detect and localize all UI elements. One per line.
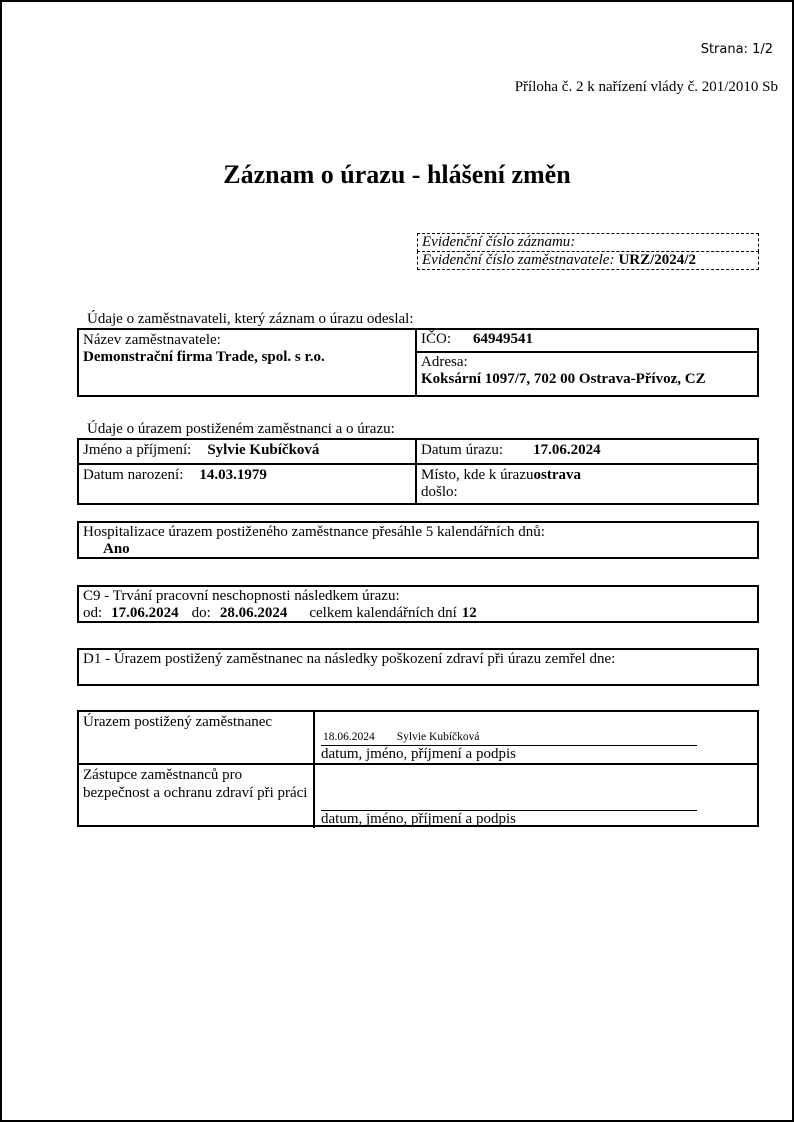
evidence-employer-label: Evidenční číslo zaměstnavatele: — [422, 252, 615, 268]
hospitalization-box — [77, 521, 759, 559]
signature-employee-name: Sylvie Kubíčková — [396, 731, 480, 743]
c9-to-label: do: — [191, 605, 211, 621]
signature-table — [77, 710, 759, 827]
hospitalization-label: Hospitalizace úrazem postiženého zaměstnance přesáhle 5 kalendářních dnů: — [83, 524, 545, 540]
employer-name-cell — [79, 330, 417, 395]
employee-section-heading: Údaje o úrazem postiženém zaměstnanci a o úrazu: — [87, 421, 395, 437]
evidence-record-number-box — [417, 233, 759, 252]
signature-employee-date: 18.06.2024 — [323, 731, 375, 743]
employee-table — [77, 438, 759, 505]
injury-place-label-line2: došlo: — [421, 484, 458, 500]
employee-table-row-1 — [79, 440, 757, 465]
employer-address-cell — [417, 353, 757, 395]
evidence-record-label: Evidenční číslo záznamu: — [422, 234, 576, 250]
c9-from-label: od: — [83, 605, 103, 621]
employer-name-label: Název zaměstnavatele: — [83, 332, 221, 348]
c9-total-label: celkem kalendářních dní — [309, 605, 457, 621]
c9-total-value: 12 — [461, 605, 477, 621]
employee-table-row-2 — [79, 465, 757, 503]
employer-name-value: Demonstrační firma Trade, spol. s r.o. — [83, 349, 325, 365]
signature-representative-label-line2: bezpečnost a ochranu zdraví při práci — [83, 785, 308, 801]
signature-row-representative — [79, 765, 757, 828]
employer-right-column — [417, 330, 757, 395]
d1-box — [77, 648, 759, 686]
c9-duration-line — [83, 605, 753, 622]
employer-address-value: Koksární 1097/7, 702 00 Ostrava-Přívoz, CZ — [421, 371, 706, 387]
employee-name-value: Sylvie Kubíčková — [207, 442, 320, 458]
injury-place-label-line1: Místo, kde k úrazu — [421, 467, 534, 483]
signature-employee-label: Úrazem postižený zaměstnanec — [83, 714, 273, 730]
signature-row-employee — [79, 712, 757, 765]
employer-ico-label: IČO: — [421, 331, 451, 347]
signature-employee-caption: datum, jméno, příjmení a podpis — [321, 746, 516, 762]
birth-date-value: 14.03.1979 — [199, 467, 267, 483]
signature-employee-label-cell — [79, 712, 315, 763]
c9-from-value: 17.06.2024 — [111, 605, 179, 621]
signature-representative-sign-cell — [315, 765, 757, 828]
evidence-employer-value: URZ/2024/2 — [618, 252, 696, 268]
employee-name-label: Jméno a příjmení: — [83, 442, 192, 458]
evidence-employer-number-box — [417, 251, 759, 270]
birth-date-cell — [79, 465, 417, 503]
injury-date-cell — [417, 440, 757, 463]
employee-name-cell — [79, 440, 417, 463]
c9-to-value: 28.06.2024 — [219, 605, 288, 621]
injury-place-cell — [417, 465, 757, 503]
document-title: Záznam o úrazu - hlášení změn — [223, 160, 571, 189]
signature-representative-caption: datum, jméno, příjmení a podpis — [321, 811, 516, 827]
c9-heading: C9 - Trvání pracovní neschopnosti následkem úrazu: — [83, 588, 400, 604]
employer-section-heading: Údaje o zaměstnavateli, který záznam o úrazu odeslal: — [87, 311, 414, 327]
signature-representative-label-cell — [79, 765, 315, 828]
signature-employee-sign-cell — [315, 712, 757, 763]
page-number: Strana: 1/2 — [700, 42, 773, 57]
signature-employee-signature — [321, 729, 697, 746]
employer-address-label: Adresa: — [421, 354, 468, 370]
injury-date-value: 17.06.2024 — [533, 442, 601, 458]
birth-date-label: Datum narození: — [83, 467, 184, 483]
d1-heading: D1 - Úrazem postižený zaměstnanec na následky poškození zdraví při úrazu zemřel dne: — [83, 651, 616, 667]
c9-box — [77, 585, 759, 623]
signature-representative-signature — [321, 794, 697, 811]
employer-ico-cell — [417, 330, 757, 353]
signature-representative-label-line1: Zástupce zaměstnanců pro — [83, 767, 243, 783]
attachment-note: Příloha č. 2 k nařízení vlády č. 201/2010 Sb — [514, 79, 778, 95]
employer-ico-value: 64949541 — [473, 331, 533, 347]
injury-date-label: Datum úrazu: — [421, 442, 504, 458]
employer-table — [77, 328, 759, 397]
hospitalization-value: Ano — [103, 541, 130, 557]
injury-place-value: ostrava — [533, 467, 581, 483]
